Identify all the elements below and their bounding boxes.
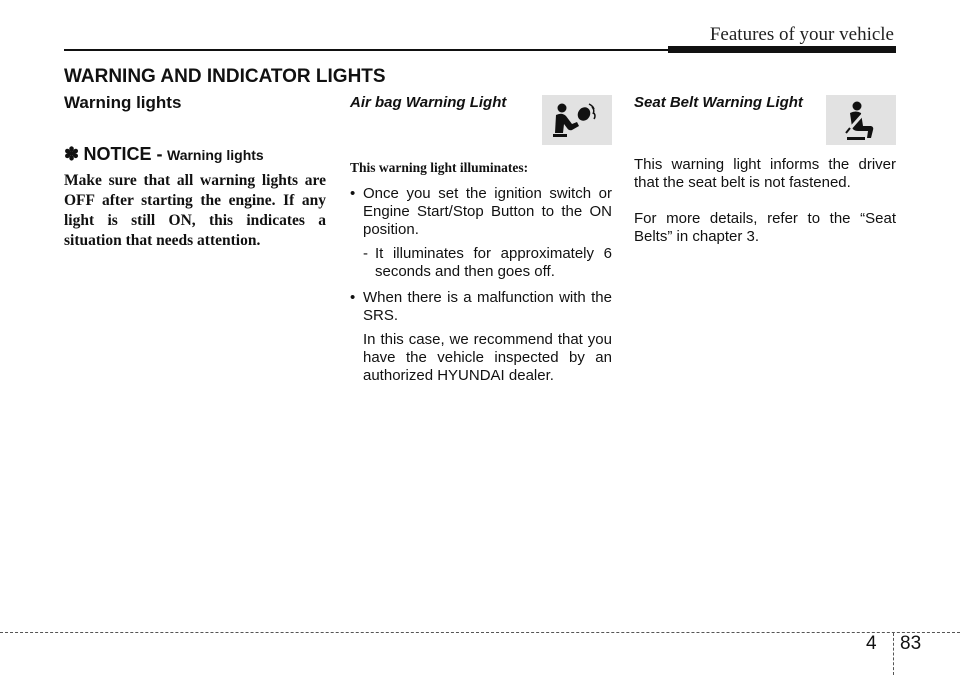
dash-mark: -	[363, 245, 368, 262]
column-seat-belt	[634, 93, 896, 246]
seat-belt-paragraph-1: This warning light informs the driver that the seat belt is not fastened.	[634, 156, 896, 191]
seat-belt-warning-icon	[826, 95, 896, 145]
footer-separator	[893, 633, 894, 675]
dash-text: It illuminates for approximately 6 seconds and then goes off.	[375, 245, 612, 280]
bullet-text: When there is a malfunction with the SRS.	[363, 289, 612, 324]
airbag-warning-icon	[542, 95, 612, 145]
footer-rule	[0, 632, 960, 633]
bullet-dot: •	[350, 185, 356, 202]
seat-belt-heading: Seat Belt Warning Light	[634, 94, 803, 111]
column-airbag	[350, 93, 612, 385]
seat-belt-paragraph-2: For more details, refer to the “Seat Belts” in chapter 3.	[634, 210, 896, 245]
notice-subtitle: Warning lights	[167, 147, 264, 163]
airbag-bullet-ignition	[350, 185, 612, 239]
notice-mark-icon: ✽	[64, 144, 80, 164]
column-warning-lights	[64, 93, 326, 251]
header-rule-thin	[64, 49, 668, 51]
airbag-bullet-malfunction	[350, 289, 612, 325]
page-number: 83	[900, 633, 922, 654]
notice-body: Make sure that all warning lights are OFF after starting the engine. If any light is still ON, this indicates a situation that needs attention.	[64, 172, 326, 249]
notice-heading	[64, 143, 326, 167]
running-header: Features of your vehicle	[709, 24, 894, 45]
airbag-heading: Air bag Warning Light	[350, 94, 507, 111]
airbag-recommendation: In this case, we recommend that you have the vehicle inspected by an authorized HYUNDAI dealer.	[363, 331, 612, 384]
airbag-lead: This warning light illuminates:	[350, 160, 529, 175]
bullet-text: Once you set the ignition switch or Engine Start/Stop Button to the ON position.	[363, 185, 612, 238]
bullet-dot: •	[350, 289, 356, 306]
section-title: WARNING AND INDICATOR LIGHTS	[64, 66, 386, 87]
airbag-dash-duration	[350, 245, 612, 281]
notice-word: NOTICE -	[83, 144, 163, 164]
header-rule-thick	[668, 46, 896, 53]
chapter-number: 4	[866, 633, 877, 654]
warning-lights-heading: Warning lights	[64, 93, 182, 112]
